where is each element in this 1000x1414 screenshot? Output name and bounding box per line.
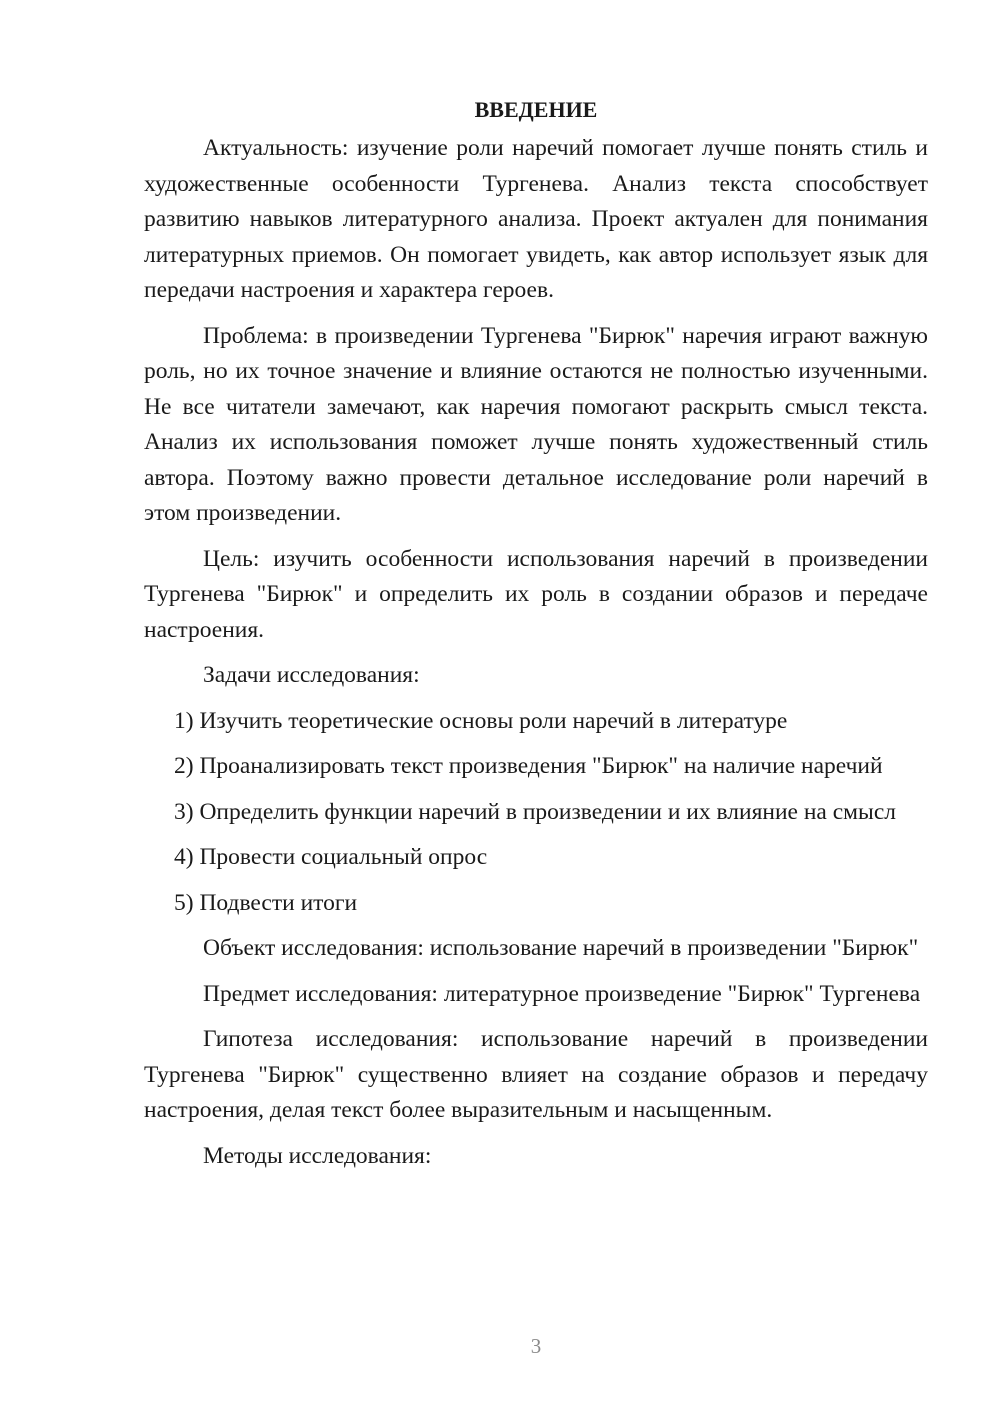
subject-paragraph: Предмет исследования: литературное произведение "Бирюк" Тургенева [203, 980, 921, 1007]
task-item: 5) Подвести итоги [174, 889, 358, 916]
problem-paragraph: Проблема: в произведении Тургенева "Бирюк" наречия играют важную роль, но их точное значение и влияние остаются не полностью изученными. Не все читатели замечают, как наречия помогают раскрыть смысл текста. Анализ их использования поможет лучше понять художественный стиль автора. Поэтому важно провести детальное исследование роли наречий в этом произведении. [144, 322, 928, 526]
section-title: ВВЕДЕНИЕ [474, 97, 598, 122]
task-item: 3) Определить функции наречий в произведении и их влияние на смысл [174, 798, 896, 825]
tasks-heading: Задачи исследования: [203, 662, 420, 688]
methods-heading: Методы исследования: [203, 1142, 432, 1169]
hypothesis-paragraph: Гипотеза исследования: использование наречий в произведении Тургенева "Бирюк" существенно влияет на создание образов и передачу настроения, делая текст более выразительным и насыщенным. [144, 1026, 928, 1123]
page-content [144, 92, 928, 1174]
object-paragraph: Объект исследования: использование наречий в произведении "Бирюк" [203, 935, 919, 961]
task-item: 2) Проанализировать текст произведения "Бирюк" на наличие наречий [174, 753, 883, 779]
goal-paragraph: Цель: изучить особенности использования наречий в произведении Тургенева "Бирюк" и определить их роль в создании образов и передаче настроения. [144, 545, 928, 643]
relevance-paragraph: Актуальность: изучение роли наречий помогает лучше понять стиль и художественные особенности Тургенева. Анализ текста способствует развитию навыков литературного анализа. Проект актуален для понимания литературных приемов. Он помогает увидеть, как автор использует язык для передачи настроения и характера героев. [144, 135, 928, 303]
task-item: 1) Изучить теоретические основы роли наречий в литературе [174, 707, 788, 734]
page-number: 3 [530, 1334, 542, 1358]
task-item: 4) Провести социальный опрос [174, 844, 488, 870]
